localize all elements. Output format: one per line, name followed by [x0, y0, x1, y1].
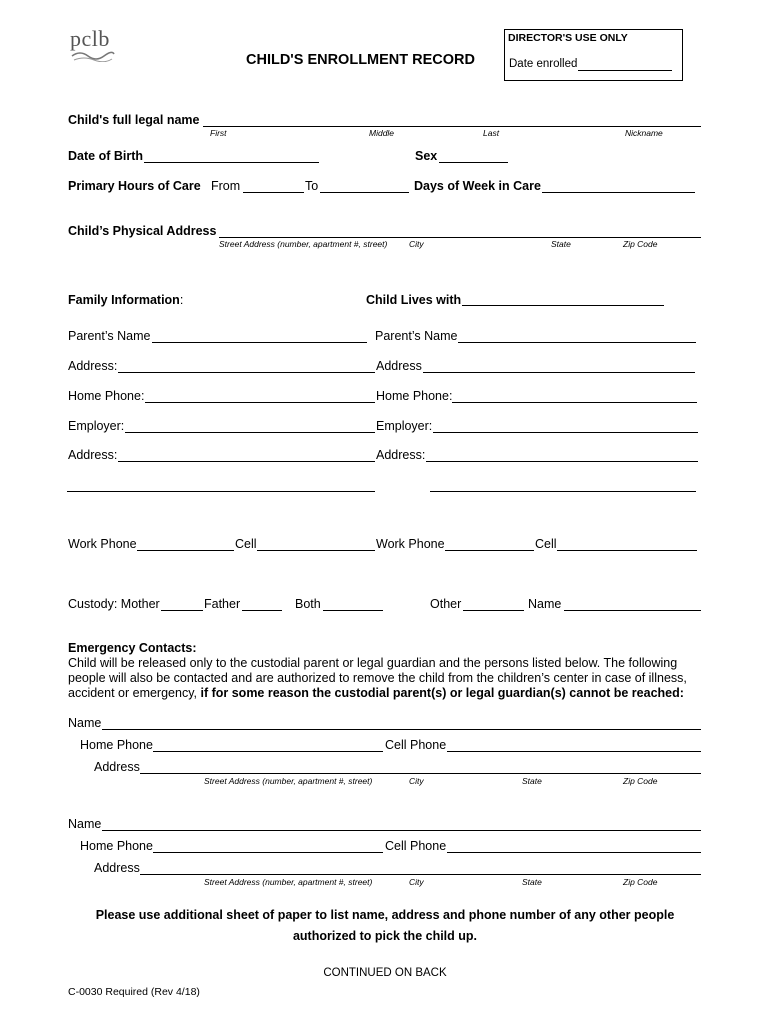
parent2-home-phone-field[interactable] — [452, 388, 697, 403]
contact1-zip-sublabel: Zip Code — [623, 776, 658, 786]
family-info-heading — [68, 293, 183, 308]
nickname-sublabel: Nickname — [625, 128, 663, 138]
parent1-work-phone-label: Work Phone — [68, 537, 137, 551]
child-full-name-label: Child's full legal name — [68, 113, 200, 127]
parent1-cell-field[interactable] — [257, 536, 375, 551]
date-enrolled-label: Date enrolled — [509, 58, 578, 70]
parent1-employer-address-label: Address: — [68, 448, 118, 462]
parent2-employer-field[interactable] — [433, 418, 698, 433]
contact2-city-sublabel: City — [409, 877, 424, 887]
parent2-cell-label: Cell — [535, 537, 557, 551]
emergency-text-line3 — [68, 686, 684, 701]
parent1-employer-label: Employer: — [68, 419, 125, 433]
to-label: To — [305, 179, 319, 193]
custody-father-label: Father — [204, 597, 241, 611]
parent2-address-label: Address — [376, 359, 422, 373]
contact2-cell-phone-field[interactable] — [447, 838, 701, 853]
family-info-colon: : — [179, 293, 184, 307]
custody-mother-field[interactable] — [161, 596, 203, 611]
emergency-heading: Emergency Contacts: — [68, 641, 197, 655]
zip-sublabel: Zip Code — [623, 239, 658, 249]
parent1-work-phone-field[interactable] — [137, 536, 234, 551]
parent2-address-line2-field[interactable] — [430, 477, 696, 492]
pclb-logo: pclb — [70, 26, 110, 51]
physical-address-label: Child’s Physical Address — [68, 224, 217, 238]
physical-address-field[interactable] — [219, 223, 701, 238]
contact1-name-field[interactable] — [102, 715, 701, 730]
parent1-name-label: Parent’s Name — [68, 329, 151, 343]
custody-name-field[interactable] — [564, 596, 701, 611]
directors-box-underline — [504, 80, 683, 81]
sex-label: Sex — [415, 149, 438, 163]
contact2-cell-phone-label: Cell Phone — [385, 839, 447, 853]
custody-other-field[interactable] — [463, 596, 524, 611]
contact1-street-sublabel: Street Address (number, apartment #, street) — [204, 776, 373, 786]
form-code: C-0030 Required (Rev 4/18) — [68, 986, 200, 998]
custody-name-label: Name — [528, 597, 562, 611]
contact1-home-phone-field[interactable] — [153, 737, 383, 752]
child-full-name-field[interactable] — [203, 112, 701, 127]
contact1-state-sublabel: State — [522, 776, 542, 786]
emergency-text-line3-plain: accident or emergency, — [68, 686, 201, 700]
parent1-name-field[interactable] — [152, 328, 367, 343]
additional-sheet-note-line1: Please use additional sheet of paper to list name, address and phone number of any other people — [95, 908, 675, 922]
continued-on-back: CONTINUED ON BACK — [323, 967, 447, 979]
date-enrolled-field[interactable] — [578, 56, 672, 71]
contact2-name-label: Name — [68, 817, 102, 831]
from-field[interactable] — [243, 178, 304, 193]
lives-with-label: Child Lives with — [366, 293, 462, 307]
parent1-employer-field[interactable] — [125, 418, 375, 433]
contact1-cell-phone-label: Cell Phone — [385, 738, 447, 752]
dob-field[interactable] — [144, 148, 319, 163]
city-sublabel: City — [409, 239, 424, 249]
first-sublabel: First — [210, 128, 227, 138]
logo-wave-mark — [70, 48, 116, 62]
custody-other-label: Other — [430, 597, 462, 611]
custody-mother-label: Custody: Mother — [68, 597, 160, 611]
contact1-address-field[interactable] — [140, 759, 701, 774]
parent2-home-phone-label: Home Phone: — [376, 389, 453, 403]
contact2-state-sublabel: State — [522, 877, 542, 887]
emergency-text-line3-bold: if for some reason the custodial parent(s) or legal guardian(s) cannot be reached: — [200, 686, 684, 700]
parent2-employer-label: Employer: — [376, 419, 433, 433]
hours-label: Primary Hours of Care — [68, 179, 201, 193]
middle-sublabel: Middle — [369, 128, 395, 138]
parent2-name-field[interactable] — [458, 328, 696, 343]
parent2-address-field[interactable] — [423, 358, 695, 373]
parent2-cell-field[interactable] — [557, 536, 697, 551]
additional-sheet-note-line2: authorized to pick the child up. — [292, 929, 478, 943]
parent1-home-phone-field[interactable] — [145, 388, 375, 403]
street-sublabel: Street Address (number, apartment #, street) — [219, 239, 388, 249]
contact1-address-label: Address — [94, 760, 140, 774]
custody-both-label: Both — [295, 597, 321, 611]
sex-field[interactable] — [439, 148, 508, 163]
parent1-address-line2-field[interactable] — [67, 477, 375, 492]
contact2-name-field[interactable] — [102, 816, 701, 831]
state-sublabel: State — [551, 239, 571, 249]
parent1-address-label: Address: — [68, 359, 118, 373]
directors-use-title: DIRECTOR'S USE ONLY — [508, 32, 628, 44]
days-field[interactable] — [542, 178, 695, 193]
emergency-text-line1: Child will be released only to the custodial parent or legal guardian and the persons listed below. The following — [68, 656, 678, 670]
dob-label: Date of Birth — [68, 149, 143, 163]
family-info-label: Family Information — [68, 293, 180, 307]
parent2-name-label: Parent’s Name — [375, 329, 458, 343]
days-label: Days of Week in Care — [414, 179, 541, 193]
parent2-employer-address-field[interactable] — [426, 447, 698, 462]
to-field[interactable] — [320, 178, 409, 193]
parent2-work-phone-label: Work Phone — [376, 537, 445, 551]
from-label: From — [211, 179, 241, 193]
last-sublabel: Last — [483, 128, 500, 138]
parent1-cell-label: Cell — [235, 537, 257, 551]
emergency-text-line2: people will also be contacted and are authorized to remove the child from the children’s center in case of illness, — [68, 671, 687, 685]
contact1-cell-phone-field[interactable] — [447, 737, 701, 752]
parent1-home-phone-label: Home Phone: — [68, 389, 145, 403]
parent2-work-phone-field[interactable] — [445, 536, 534, 551]
custody-both-field[interactable] — [323, 596, 383, 611]
parent1-address-field[interactable] — [118, 358, 375, 373]
contact2-home-phone-field[interactable] — [153, 838, 383, 853]
custody-father-field[interactable] — [242, 596, 282, 611]
contact2-address-field[interactable] — [140, 860, 701, 875]
contact1-city-sublabel: City — [409, 776, 424, 786]
parent1-employer-address-field[interactable] — [118, 447, 375, 462]
contact1-home-phone-label: Home Phone — [80, 738, 153, 752]
contact2-address-label: Address — [94, 861, 140, 875]
contact2-street-sublabel: Street Address (number, apartment #, street) — [204, 877, 373, 887]
page-title: CHILD'S ENROLLMENT RECORD — [246, 52, 475, 68]
contact2-zip-sublabel: Zip Code — [623, 877, 658, 887]
contact1-name-label: Name — [68, 716, 102, 730]
lives-with-field[interactable] — [462, 291, 664, 306]
contact2-home-phone-label: Home Phone — [80, 839, 153, 853]
parent2-employer-address-label: Address: — [376, 448, 426, 462]
